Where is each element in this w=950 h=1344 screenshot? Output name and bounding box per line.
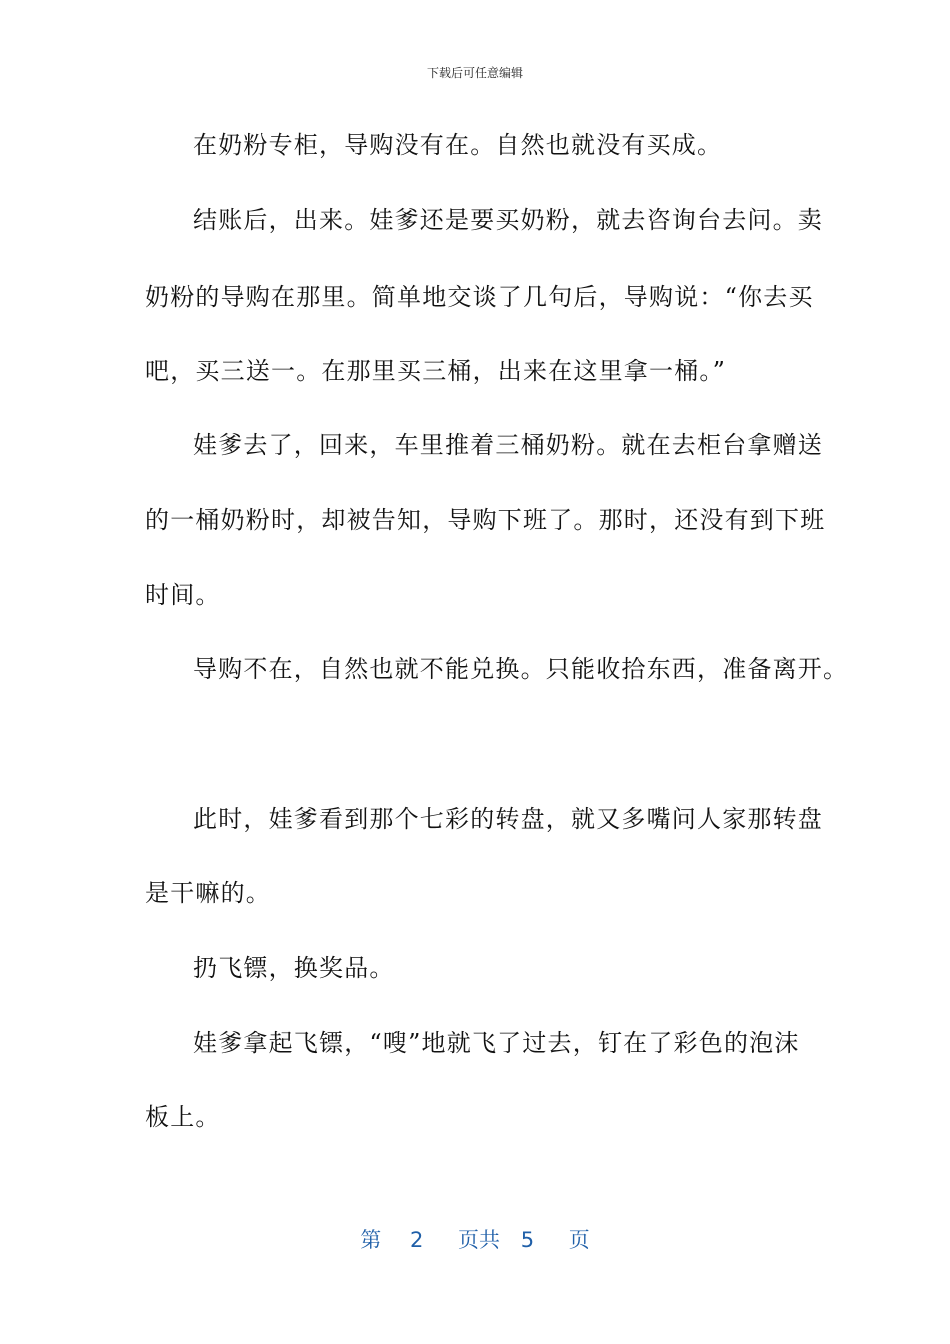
paragraph-line: 板上。	[145, 1103, 221, 1131]
paragraph-line: 娃爹拿起飞镖，“嗖”地就飞了过去，钉在了彩色的泡沫	[193, 1029, 800, 1057]
paragraph-line: 扔飞镖，换奖品。	[193, 954, 395, 982]
paragraph-line: 娃爹去了，回来，车里推着三桶奶粉。就在去柜台拿赠送	[193, 431, 823, 459]
paragraph-line: 的一桶奶粉时，却被告知，导购下班了。那时，还没有到下班	[145, 506, 826, 534]
page-prefix: 第	[360, 1228, 382, 1252]
paragraph-line: 在奶粉专柜，导购没有在。自然也就没有买成。	[193, 131, 723, 159]
paragraph-line: 奶粉的导购在那里。简单地交谈了几句后，导购说：“你去买	[145, 283, 814, 311]
page-mid: 页共	[458, 1228, 500, 1252]
paragraph-line: 结账后，出来。娃爹还是要买奶粉，就去咨询台去问。卖	[193, 206, 823, 234]
paragraph-line: 吧，买三送一。在那里买三桶，出来在这里拿一桶。”	[145, 357, 727, 385]
page-current: 2	[409, 1228, 424, 1252]
paragraph-line: 此时，娃爹看到那个七彩的转盘，就又多嘴问人家那转盘	[193, 805, 823, 833]
page-total: 5	[520, 1228, 535, 1252]
header-note: 下载后可任意编辑	[426, 66, 523, 80]
paragraph-line: 时间。	[145, 581, 221, 609]
page-footer	[0, 1224, 950, 1254]
page-suffix: 页	[568, 1228, 590, 1252]
paragraph-line: 导购不在，自然也就不能兑换。只能收拾东西，准备离开。	[193, 655, 849, 683]
paragraph-line: 是干嘛的。	[145, 879, 271, 907]
